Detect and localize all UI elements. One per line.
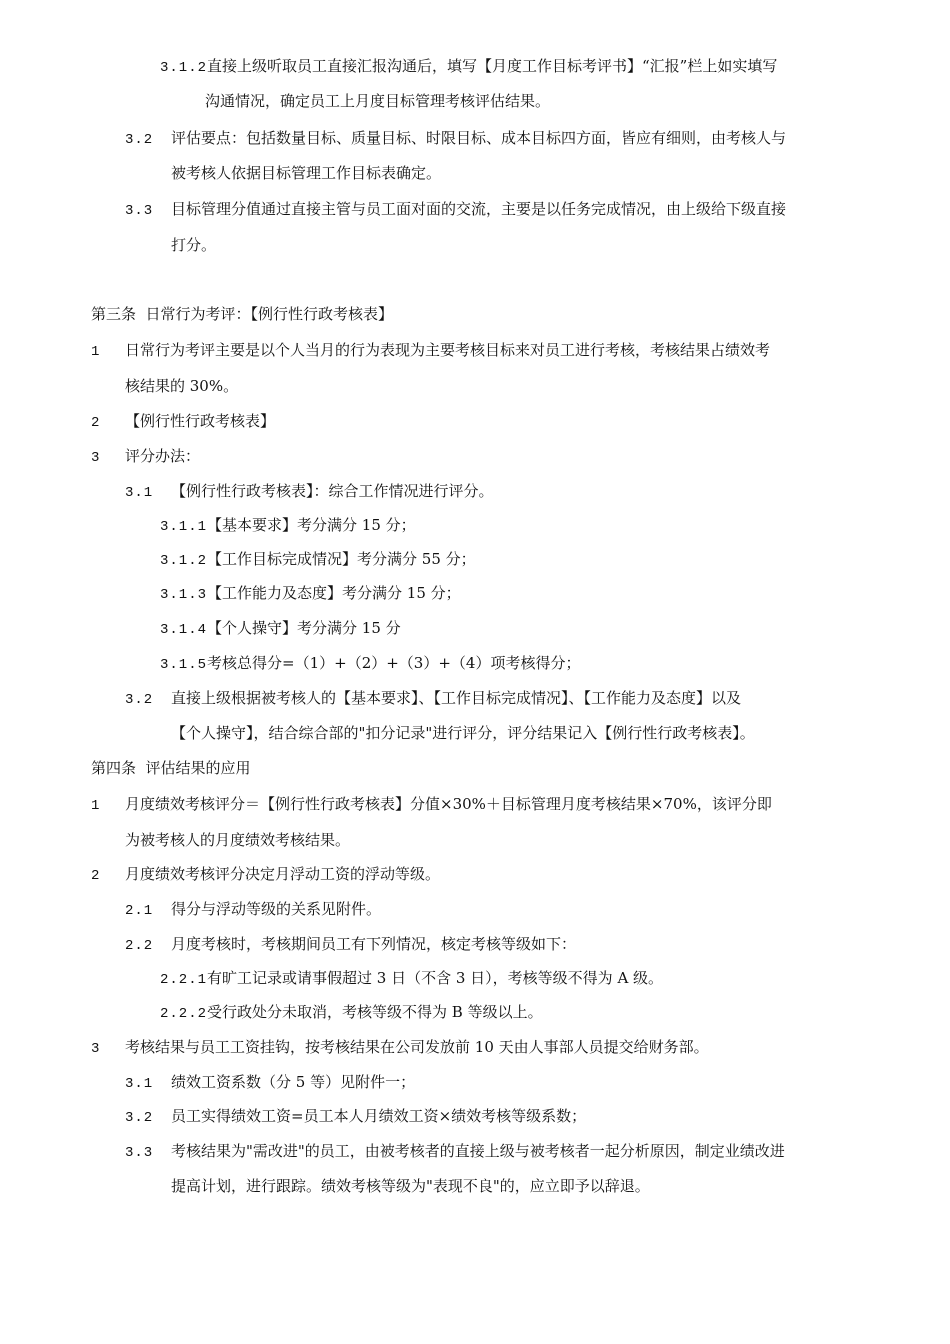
clause-text: 提高计划，进行跟踪。绩效考核等级为"表现不良"的，应立即予以辞退。 (171, 1177, 650, 1195)
clause-text: 直接上级听取员工直接汇报沟通后，填写【月度工作目标考评书】“汇报”栏上如实填写 (207, 57, 778, 75)
paragraph-line (160, 549, 476, 571)
clause-number: 3.1.2 (160, 553, 208, 569)
paragraph-line (160, 968, 663, 990)
paragraph-line (160, 56, 777, 78)
paragraph-line (125, 199, 786, 221)
clause-text: 为被考核人的月度绩效考核结果。 (125, 831, 351, 849)
clause-number: 3 (91, 1041, 101, 1057)
paragraph-line (171, 1176, 650, 1196)
clause-number: 1 (91, 344, 101, 360)
clause-number: 3.3 (125, 203, 154, 219)
clause-text: 考核结果为"需改进"的员工，由被考核者的直接上级与被考核者一起分析原因，制定业绩改进 (171, 1142, 785, 1160)
clause-number: 2 (91, 415, 101, 431)
clause-text: 得分与浮动等级的关系见附件。 (171, 900, 382, 918)
clause-text: 有旷工记录或请事假超过 3 日（不含 3 日），考核等级不得为 A 级。 (207, 969, 664, 987)
clause-number: 2.2.1 (160, 972, 208, 988)
clause-number: 2.1 (125, 903, 154, 919)
clause-text: 【例行性行政考核表】：综合工作情况进行评分。 (171, 482, 494, 500)
clause-text: 被考核人依据目标管理工作目标表确定。 (171, 164, 442, 182)
clause-text: 考核总得分=（1）+（2）+（3）+（4）项考核得分； (207, 654, 581, 672)
paragraph-line (91, 446, 200, 468)
clause-number: 3.1.2 (160, 60, 208, 76)
paragraph-line (125, 830, 350, 850)
section-heading (91, 304, 393, 324)
clause-number: 3.1 (125, 1076, 154, 1092)
paragraph-line (160, 583, 461, 605)
clause-number: 3.2 (125, 132, 154, 148)
paragraph-line (91, 1037, 709, 1059)
paragraph-line (171, 723, 755, 743)
clause-text: 月度绩效考核评分＝【例行性行政考核表】分值×30%＋目标管理月度考核结果×70%，该评分即 (125, 795, 772, 813)
paragraph-line (205, 91, 550, 111)
paragraph-line (160, 618, 401, 640)
paragraph-line (160, 1002, 543, 1024)
clause-number: 3 (91, 450, 101, 466)
paragraph-line (171, 235, 216, 255)
clause-number: 2.2 (125, 938, 154, 954)
clause-text: 【基本要求】考分满分 15 分； (207, 516, 416, 534)
paragraph-line (125, 481, 494, 503)
paragraph-line (125, 688, 741, 710)
clause-text: 目标管理分值通过直接主管与员工面对面的交流，主要是以任务完成情况，由上级给下级直接 (171, 200, 787, 218)
paragraph-line (125, 899, 381, 921)
clause-number: 3.1.4 (160, 622, 208, 638)
paragraph-line (91, 411, 275, 433)
clause-text: 【个人操守】考分满分 15 分 (207, 619, 401, 637)
clause-number: 3.3 (125, 1145, 154, 1161)
paragraph-line (125, 128, 786, 150)
paragraph-line (125, 376, 238, 396)
clause-text: 员工实得绩效工资=员工本人月绩效工资×绩效考核等级系数； (171, 1107, 587, 1125)
clause-text: 考核结果与员工工资挂钩，按考核结果在公司发放前 10 天由人事部人员提交给财务部。 (125, 1038, 709, 1056)
section-heading (91, 758, 251, 778)
clause-text: 打分。 (171, 236, 217, 254)
clause-text: 月度绩效考核评分决定月浮动工资的浮动等级。 (125, 865, 441, 883)
clause-number: 1 (91, 798, 101, 814)
paragraph-line (171, 163, 441, 183)
clause-number: 3.1 (125, 485, 154, 501)
clause-number: 3.2 (125, 1110, 154, 1126)
paragraph-line (91, 864, 440, 886)
clause-text: 受行政处分未取消，考核等级不得为 B 等级以上。 (207, 1003, 543, 1021)
paragraph-line (91, 794, 772, 816)
heading-text: 第三条 日常行为考评：【例行性行政考核表】 (91, 305, 394, 323)
clause-text: 【个人操守】，结合综合部的"扣分记录"进行评分，评分结果记入【例行性行政考核表】。 (171, 724, 755, 742)
heading-text: 第四条 评估结果的应用 (91, 759, 251, 777)
clause-number: 3.2 (125, 692, 154, 708)
clause-number: 3.1.1 (160, 519, 208, 535)
clause-text: 沟通情况，确定员工上月度目标管理考核评估结果。 (205, 92, 551, 110)
clause-text: 【工作目标完成情况】考分满分 55 分； (207, 550, 476, 568)
clause-text: 月度考核时，考核期间员工有下列情况，核定考核等级如下： (171, 935, 577, 953)
clause-text: 日常行为考评主要是以个人当月的行为表现为主要考核目标来对员工进行考核，考核结果占绩效考 (125, 341, 771, 359)
clause-text: 【例行性行政考核表】 (125, 412, 276, 430)
clause-number: 2 (91, 868, 101, 884)
clause-text: 评分办法： (125, 447, 201, 465)
paragraph-line (125, 934, 576, 956)
clause-text: 评估要点：包括数量目标、质量目标、时限目标、成本目标四方面，皆应有细则，由考核人与 (171, 129, 787, 147)
clause-number: 3.1.3 (160, 587, 208, 603)
clause-number: 3.1.5 (160, 657, 208, 673)
paragraph-line (125, 1106, 586, 1128)
clause-text: 直接上级根据被考核人的【基本要求】、【工作目标完成情况】、【工作能力及态度】以及 (171, 689, 742, 707)
clause-text: 【工作能力及态度】考分满分 15 分； (207, 584, 461, 602)
paragraph-line (160, 515, 416, 537)
paragraph-line (160, 653, 580, 675)
paragraph-line (125, 1141, 785, 1163)
clause-text: 绩效工资系数（分 5 等）见附件一； (171, 1073, 416, 1091)
clause-text: 核结果的 30%。 (125, 377, 239, 395)
paragraph-line (91, 340, 770, 362)
paragraph-line (125, 1072, 415, 1094)
clause-number: 2.2.2 (160, 1006, 208, 1022)
